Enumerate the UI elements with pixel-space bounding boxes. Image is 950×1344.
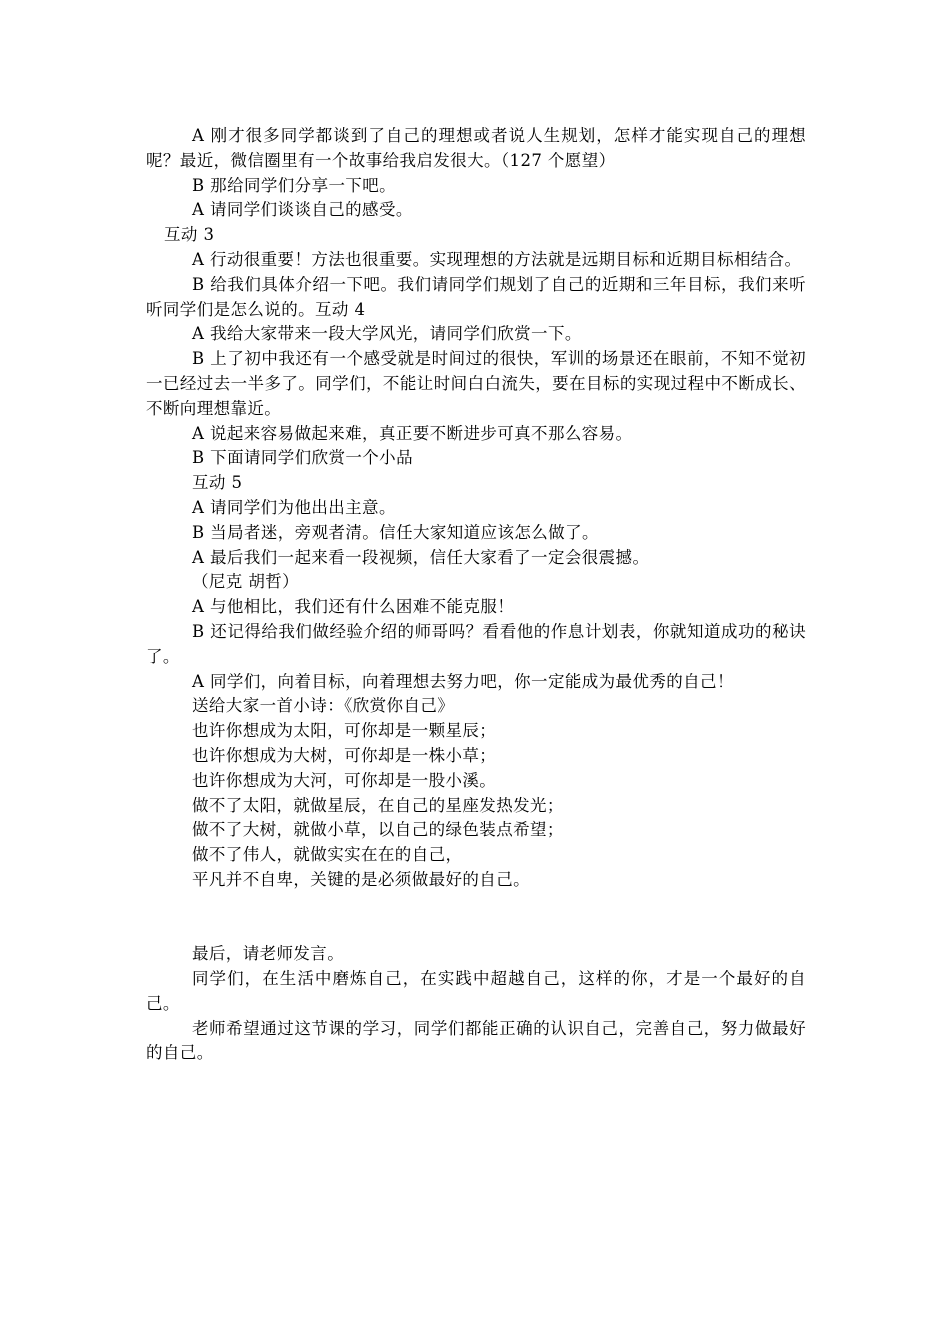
poem-line: 平凡并不自卑，关键的是必须做最好的自己。 xyxy=(192,869,530,889)
paragraph-a-video: A 最后我们一起来看一段视频，信任大家看了一定会很震撼。 xyxy=(192,547,650,567)
paragraph-a-university: A 我给大家带来一段大学风光，请同学们欣赏一下。 xyxy=(192,324,582,344)
poem-line: 做不了伟人，就做实实在在的自己， xyxy=(192,845,463,865)
paragraph-teacher-speech: 最后，请老师发言。 xyxy=(192,944,345,964)
paragraph-b-time: B 上了初中我还有一个感受就是时间过的很快，军训的场景还在眼前，不知不觉初一已经过去一半多了。同学们，不能让时间白白流失，要在目标的实现过程中不断成长、不断向理想靠近。 xyxy=(146,349,806,418)
poem-line: 做不了大树，就做小草，以自己的绿色装点希望； xyxy=(192,820,564,840)
poem-line: 也许你想成为大树，可你却是一株小草； xyxy=(192,745,497,765)
document-body xyxy=(146,124,806,1066)
paragraph-nick: （尼克 胡哲） xyxy=(192,572,300,592)
poem-title: 送给大家一首小诗：《欣赏你自己》 xyxy=(192,696,455,716)
poem-line: 做不了太阳，就做星辰，在自己的星座发热发光； xyxy=(192,795,564,815)
blank-spacer xyxy=(146,893,806,943)
paragraph-a-strive: A 同学们，向着目标，向着理想去努力吧，你一定能成为最优秀的自己！ xyxy=(192,671,734,691)
paragraph-b-schedule: B 还记得给我们做经验介绍的师哥吗？看看他的作息计划表，你就知道成功的秘诀了。 xyxy=(146,621,806,666)
poem-line: 也许你想成为大河，可你却是一股小溪。 xyxy=(192,770,497,790)
paragraph-a-advice: A 请同学们为他出出主意。 xyxy=(192,497,396,517)
paragraph-a-ideal: A 刚才很多同学都谈到了自己的理想或者说人生规划，怎样才能实现自己的理想呢？最近，微信圈里有一个故事给我启发很大。（127 个愿望） xyxy=(146,126,806,170)
heading-interaction-3: 互动 3 xyxy=(164,225,215,245)
paragraph-self-surpass: 同学们，在生活中磨炼自己，在实践中超越自己，这样的你，才是一个最好的自己。 xyxy=(146,969,806,1013)
paragraph-teacher-hope: 老师希望通过这节课的学习，同学们都能正确的认识自己，完善自己，努力做最好的自己。 xyxy=(146,1018,806,1063)
poem-line: 也许你想成为太阳，可你却是一颗星辰； xyxy=(192,721,497,741)
paragraph-a-feelings: A 请同学们谈谈自己的感受。 xyxy=(192,200,413,220)
paragraph-a-action: A 行动很重要！方法也很重要。实现理想的方法就是远期目标和近期目标相结合。 xyxy=(192,249,802,269)
paragraph-b-share: B 那给同学们分享一下吧。 xyxy=(192,175,397,195)
paragraph-a-overcome: A 与他相比，我们还有什么困难不能克服！ xyxy=(192,597,515,617)
paragraph-b-bystander: B 当局者迷，旁观者清。信任大家知道应该怎么做了。 xyxy=(192,522,599,542)
heading-interaction-5: 互动 5 xyxy=(192,473,243,493)
paragraph-b-sketch: B 下面请同学们欣赏一个小品 xyxy=(192,448,413,468)
paragraph-a-difficult: A 说起来容易做起来难，真正要不断进步可真不那么容易。 xyxy=(192,423,633,443)
paragraph-b-goals: B 给我们具体介绍一下吧。我们请同学们规划了自己的近期和三年目标，我们来听听同学们是怎么说的。互动 4 xyxy=(146,274,806,319)
